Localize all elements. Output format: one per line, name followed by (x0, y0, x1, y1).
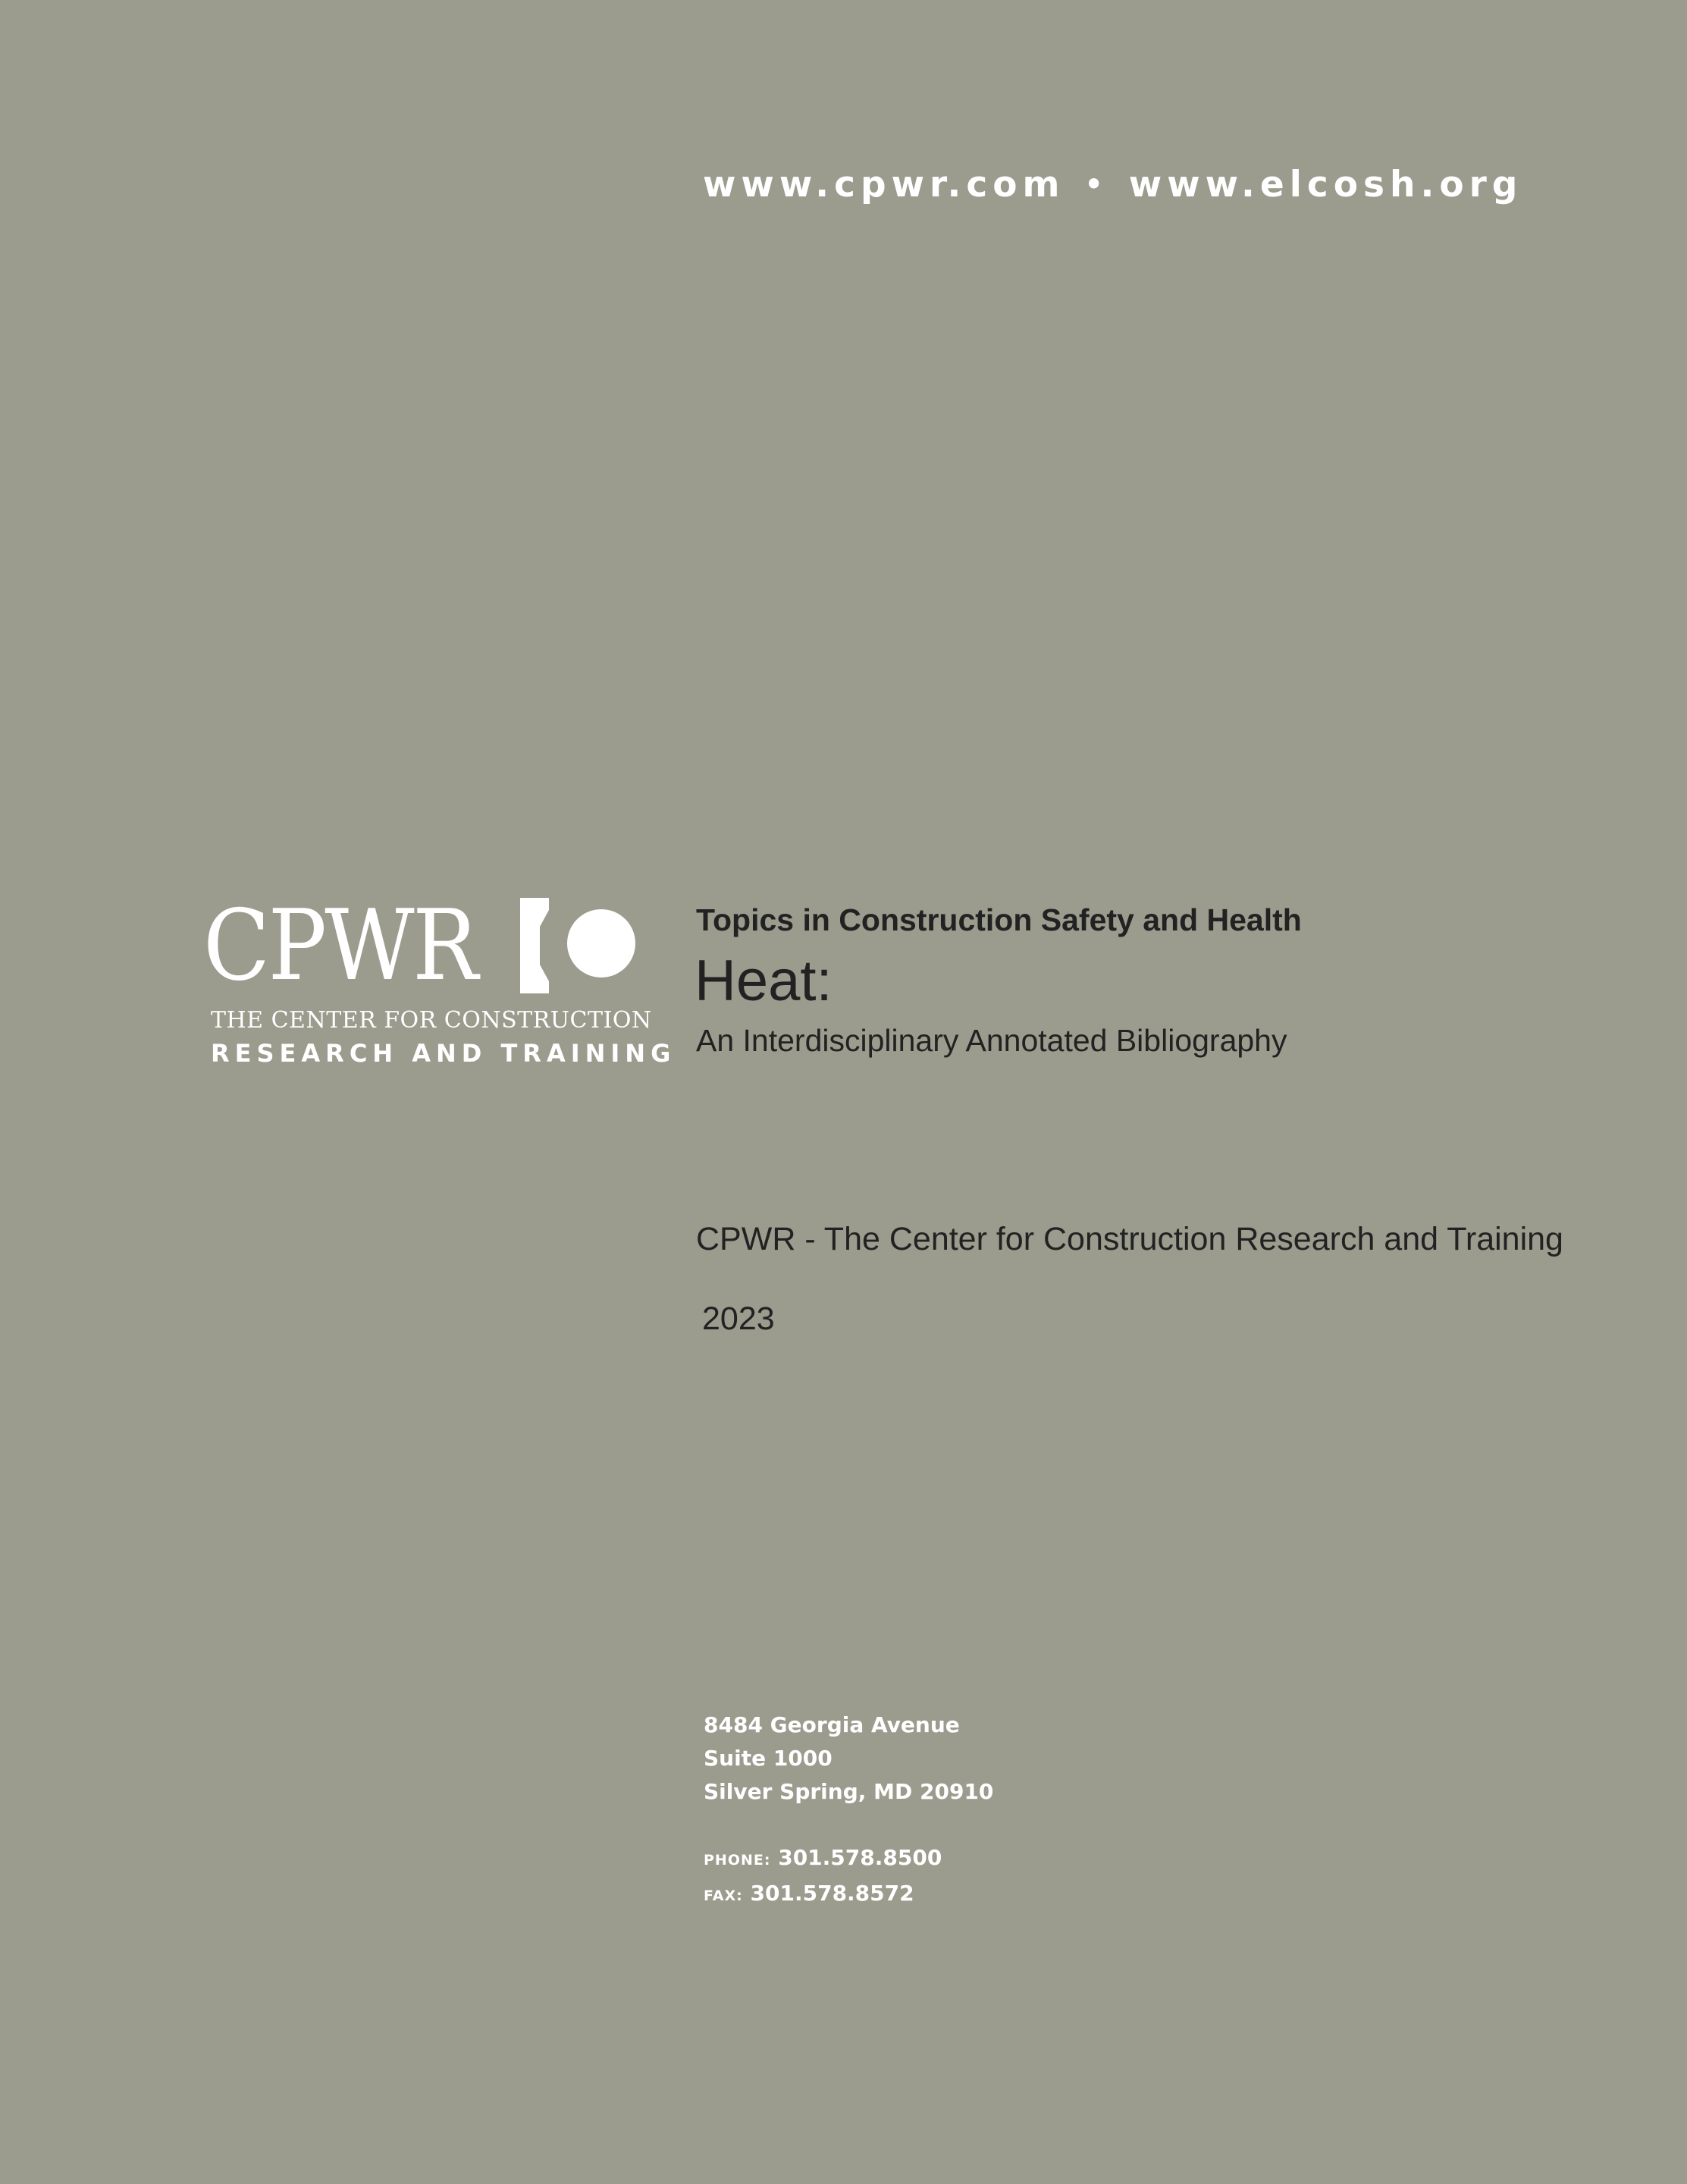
phone-label: PHONE: (704, 1852, 771, 1869)
logo-tagline-bottom: RESEARCH AND TRAINING (211, 1039, 676, 1068)
series-title: Topics in Construction Safety and Health (696, 902, 1302, 937)
phone-row (704, 1841, 942, 1877)
fax-row (704, 1877, 942, 1913)
address-city: Silver Spring, MD 20910 (704, 1779, 994, 1804)
separator-bullet: • (1084, 168, 1103, 201)
address-suite: Suite 1000 (704, 1746, 833, 1771)
organization-name: CPWR - The Center for Construction Research and Training (696, 1221, 1563, 1257)
logo-wordmark: CPWR (203, 890, 476, 1003)
mailing-address (704, 1709, 993, 1809)
phone-number: 301.578.8500 (778, 1845, 942, 1870)
logo-bracket-circle-icon (520, 898, 635, 993)
website-links (703, 158, 1522, 211)
address-street: 8484 Georgia Avenue (704, 1712, 960, 1737)
cpwr-logo (203, 890, 676, 1077)
logo-circle-shape (567, 909, 635, 977)
elcosh-website-link[interactable]: www.elcosh.org (1128, 163, 1523, 206)
document-subtitle: An Interdisciplinary Annotated Bibliography (696, 1023, 1287, 1058)
fax-label: FAX: (704, 1887, 743, 1904)
contact-info (704, 1841, 942, 1913)
fax-number: 301.578.8572 (750, 1881, 914, 1906)
logo-bracket-shape (520, 898, 549, 993)
publication-year: 2023 (702, 1301, 775, 1337)
logo-tagline-top: THE CENTER FOR CONSTRUCTION (211, 1007, 652, 1034)
document-title: Heat: (695, 949, 833, 1013)
cpwr-website-link[interactable]: www.cpwr.com (703, 163, 1065, 206)
